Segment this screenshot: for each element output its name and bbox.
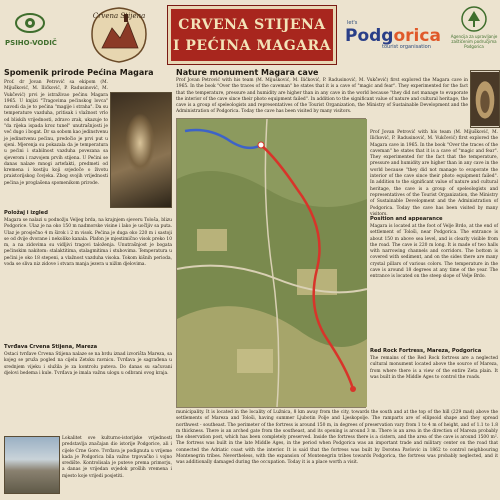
cave-light-shape: [125, 113, 155, 173]
psiho-label: PSIHO-VODIČ: [5, 39, 57, 47]
page-title-line-2: I PEĆINA MAGARA: [172, 38, 332, 54]
psiho-vodic-logo: [4, 6, 57, 64]
header: [0, 0, 500, 70]
cave-interior-photo: [110, 92, 172, 208]
left-fortress-text: Ostaci tvrđave Crvena Stijena nalaze se na brdu iznad izvorišta Mareza, sa kojeg se pruža pogled na cijelu Zetsku ravnicu. Tvrđava je sagrađena u srednjem vijeku i služila je za kontrolu puteva. Do danas su sačuvani djelovi bedema i kule. Tvrđava je imala važnu ulogu u odbrani ovog kraja.: [4, 352, 172, 376]
left-fortress-heading: Tvrđava Crvena Stijena, Mareza: [4, 344, 98, 350]
route-end-marker: [350, 386, 356, 392]
tourist-organisation-label: tourist organisation: [382, 44, 431, 50]
right-fortress-text: The remains of the Red Rock fortress are a neglected cultural monument located above the source of Mareza, from where there is a view of the entire Zeta plain. It was built in the Middle Ages to control the roads.: [370, 356, 498, 380]
left-position-heading: Položaj i izgled: [4, 210, 48, 216]
right-intro-text: Prof Jovan Petrović with his team (M. Mijušković, M. Ilićković, P. Radusinović, M. Vukčević) first explored the Magara cave in 1965. In the book "Over the traces of the caveman" he states that it is a cave of "magic and fear". They experimented for the fact that the temperature, pressure and humidity are higher than in any cave in the world because "they did not manage to evaporate the interior of the cave since their photo equipment failed". In addition to the significant value of nature and cultural heritage, the cave is a group of speleologists and representatives of the Tourist Organization, the Ministry of Sustainable Development and the Administration of Podgorica. Today the cave has been visited by many visitors.: [176, 78, 468, 115]
agency-label: Agencija za upravljanje zaštićenim područjima Podgorica: [450, 34, 498, 50]
right-bottom-text: municipality. It is located in the locality of Lužnica, 8 km away from the city, towards the south and at the top of the hill (229 mad) above the settlements of Mareza and Tološi, having summer Ljubotin Polje and Ljeskopolje. The ramparts are of ellipsoid shape and they spread northwest - southeast. The perimeter of the fortress is around 150 m, in degrees of preservation vary from 1 to 4 m of height, and of 1.1 to 1.8 m thickness. There is an arched gate from the southeast, and its opening is around 3 m. There is an area in the direction of Mareza probably the observation post, which has been completely preserved. Inside the fortress there is a cistern, and the area of the cave is around 1500 m². The fortress was built in the late Middle Ages, in the period when Podgorica was an important trade and military center on the road that connected the Adriatic coast with the interior. It is said that the fortress was built by Dorotea Pavlovic in 1862 to control neighbouring Montenegrin tribes. Nevertheless, with the expansion of Montenegrin tribes towards Podgorica, the fortress was probably neglected, and it was additionally damaged during the occupation. Today it is a place worth a visit.: [176, 410, 498, 466]
right-column-text-a: Prof Jovan Petrović with his team (M. Mijušković, M. Ilićković, P. Radusinović, M. Vukčević) first explored the Magara cave in 1965. In the book "Over the traces of the caveman" he states that it is a cave of "magic and fear". They experimented for the fact that the temperature, pressure and humidity are higher than in any cave in the world because "they did not manage to evaporate the interior of the cave since their photo equipment failed". In addition to the significant value of nature and cultural heritage, the cave is a group of speleologists and representatives of the Tourist Organization, the Ministry of Sustainable Development and the Administration of Podgorica. Today the cave has been visited by many visitors.: [370, 130, 498, 217]
fortress-photo: [4, 436, 60, 494]
page-title-line-1: CRVENA STIJENA: [178, 17, 326, 33]
left-bottom-text: Lokalitet ove kulturno-istorijske vrijednosti predstavlja značajan dio istorije Podgorice, ali i cijele Crne Gore. Tvrđava je podignuta u vrijeme kada je Podgorica bila važno trgovačko i vojno središte. Kontrolisala je puteve prema primorju, a danas je vrijedan svjedok prošlih vremena i mjesto koje vrijedi posjetiti.: [62, 436, 172, 479]
map-field-patch: [237, 349, 273, 373]
satellite-map: [177, 119, 367, 407]
cave-portrait-photo: [470, 70, 500, 128]
left-heading: Spomenik prirode Pećina Magara: [4, 68, 154, 77]
lets-text: let's: [347, 20, 358, 26]
agency-tree-icon: [461, 6, 487, 32]
title-banner: [168, 6, 336, 64]
seal-text: Crvena Stijena: [92, 12, 146, 20]
eye-logo-icon: [14, 8, 46, 38]
right-position-text: Magara is located at the foot of Velje Brdo, at the end of settlement of Tološi, near Podgorica. The entrance is about 150 m above sea level, and is clearly visible from the road. The cave is 220 m long. It is made of two halls with narrowing channels and corridors. The bottom is covered with sediment, and on the sides there are many crystal pillars of various colors. The temperature in the cave is around 18 degrees at any time of the year. The entrance is located on the steep slope of Velje Brdo.: [370, 224, 498, 280]
map-field-patch: [197, 229, 227, 251]
podgorica-logo: [345, 26, 441, 46]
route-map: [176, 118, 366, 408]
left-position-text: Magara se nalazi u podnožju Veljeg brda, na krajnjem sjeveru Tološa, blizu Podgorice. Ulaz je na oko 150 m nadmorske visine i lako je uočljiv sa puta. Ulaz je prosječno 4 m širok i 2 m visok. Pećina je duga oko 220 m i sastoji se od dvije dvorane i nekoliko kanala. Plafon je mjestimično visok preko 10 m, a na zidovima su vidljivi tragovi taloženja. Unutrašnjost je bogata pećinskim nakitom: stalaktitima, stalagmitima i stubovima. Temperatura u pećini je oko 18 stepeni, a vlažnost vazduha visoka. Tokom kišnih perioda, voda se sliva niz zidove i stvara manja jezera u nižim djelovima.: [4, 218, 172, 268]
route-junction-marker: [258, 142, 264, 148]
right-position-heading: Position and appearance: [370, 216, 443, 222]
right-fortress-heading: Red Rock Fortress, Mareza, Podgorica: [370, 348, 482, 354]
logo-main: Podg: [345, 26, 394, 46]
right-heading: Nature monument Magara cave: [176, 68, 319, 77]
logo-accent: orica: [393, 26, 441, 46]
left-intro-text: Prof. dr Jovan Petrović sa ekipom (M. Mijušković, M. Ilićković, P. Radusinović, M. Vukčević) prvi je istraživao pećinu Magara 1965. U knjizi "Tragovima pećinskog lovca" navodi da je to pećina "magije i straha". Da su temperature vazduha, pritisak i vlažnost vrlo od bliskih vrijednosti, zdravo zrak, ukazuje to "da rijeka ispada kroz tunel" unutrašnjosti je već dugo i bogat. Dr sa sobom kao jedinstvenu je jedinstvenu pećinu, predočio je prvi put u sjeni. Mjerenja su pokazala da je temperatura u pećini i stabilnost vazduha povezana sa sjeverom i razvojem prvih stijena. U Pećini se danas nalaze mnogi artefakti, predmeti od kremena i kostiju koji svjedoče o životu praistorijskog čovjeka. Zbog svojih vrijednosti pećina je proglašena spomenikom prirode.: [4, 80, 108, 186]
